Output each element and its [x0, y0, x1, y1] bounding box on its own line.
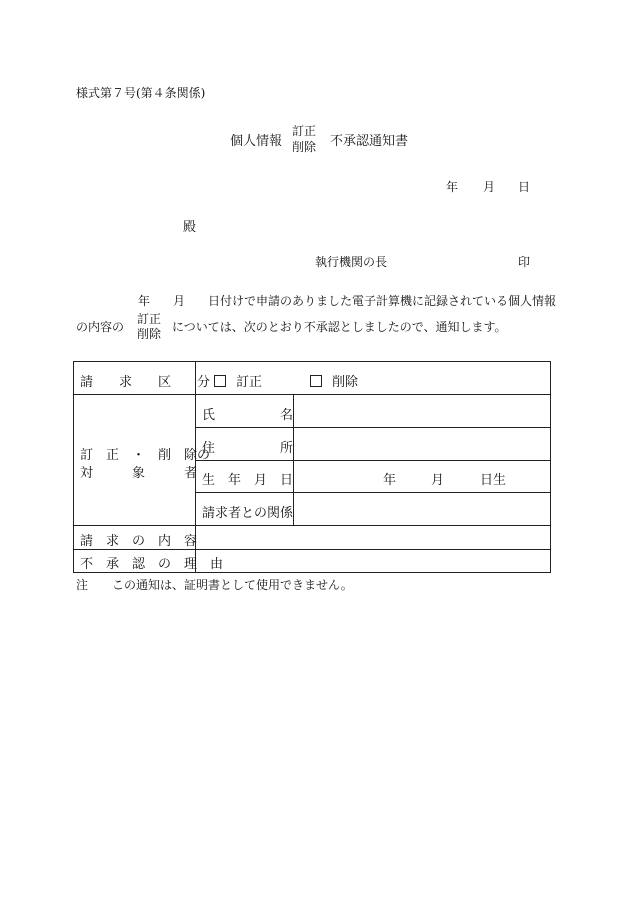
- address-label: 住 所: [202, 441, 294, 456]
- date-year: 年: [446, 180, 459, 194]
- title-option-correction: 訂正: [292, 124, 317, 138]
- birthdate-field[interactable]: [294, 461, 550, 492]
- request-content-label: 請 求 の 内 容: [80, 534, 198, 549]
- reason-label: 不 承 認 の 理 由: [80, 557, 224, 572]
- title-option-deletion: 削除: [292, 140, 317, 154]
- request-option-deletion[interactable]: [310, 371, 358, 390]
- relation-label: 請求者との関係: [202, 506, 294, 521]
- target-label-line1: 訂 正 ・ 削 除の: [80, 448, 211, 463]
- footnote: 注 この通知は、証明書として使用できません。: [76, 578, 353, 592]
- birth-day: 日生: [480, 473, 507, 488]
- body-line2-prefix: の内容の: [76, 320, 125, 334]
- date-month: 月: [483, 180, 496, 194]
- body-line2: については、次のとおり不承認としましたので、通知します。: [172, 320, 507, 334]
- request-option-deletion-label: 削除: [332, 375, 359, 390]
- request-option-correction[interactable]: [214, 371, 262, 390]
- addressee-honorific: 殿: [183, 220, 197, 235]
- title-part2: 不承認通知書: [330, 134, 409, 149]
- body-option-correction: 訂正: [137, 312, 162, 326]
- body-option-deletion: 削除: [137, 327, 162, 341]
- address-field[interactable]: [294, 428, 550, 460]
- form-number: 様式第７号(第４条関係): [76, 86, 206, 100]
- name-field[interactable]: [294, 395, 550, 427]
- target-label-line2: 対 象 者: [80, 466, 198, 481]
- request-type-label: 請 求 区 分: [80, 375, 211, 390]
- name-label: 氏 名: [202, 408, 294, 423]
- date-day: 日: [518, 180, 531, 194]
- relation-field[interactable]: [294, 493, 550, 525]
- request-content-field[interactable]: [196, 526, 550, 549]
- birthdate-label: 生 年 月 日: [202, 473, 294, 488]
- title-part1: 個人情報: [230, 134, 283, 149]
- birth-year: 年: [383, 473, 397, 488]
- body-date-month: 月: [173, 294, 186, 308]
- request-option-correction-label: 訂正: [236, 375, 263, 390]
- reason-field[interactable]: [196, 550, 550, 572]
- sender-title: 執行機関の長: [315, 255, 388, 269]
- checkbox-icon[interactable]: [214, 375, 226, 387]
- seal-mark: 印: [518, 255, 531, 269]
- birth-month: 月: [431, 473, 445, 488]
- body-line1: 日付けで申請のありました電子計算機に記録されている個人情報: [208, 294, 557, 308]
- checkbox-icon[interactable]: [310, 375, 322, 387]
- body-date-year: 年: [138, 294, 151, 308]
